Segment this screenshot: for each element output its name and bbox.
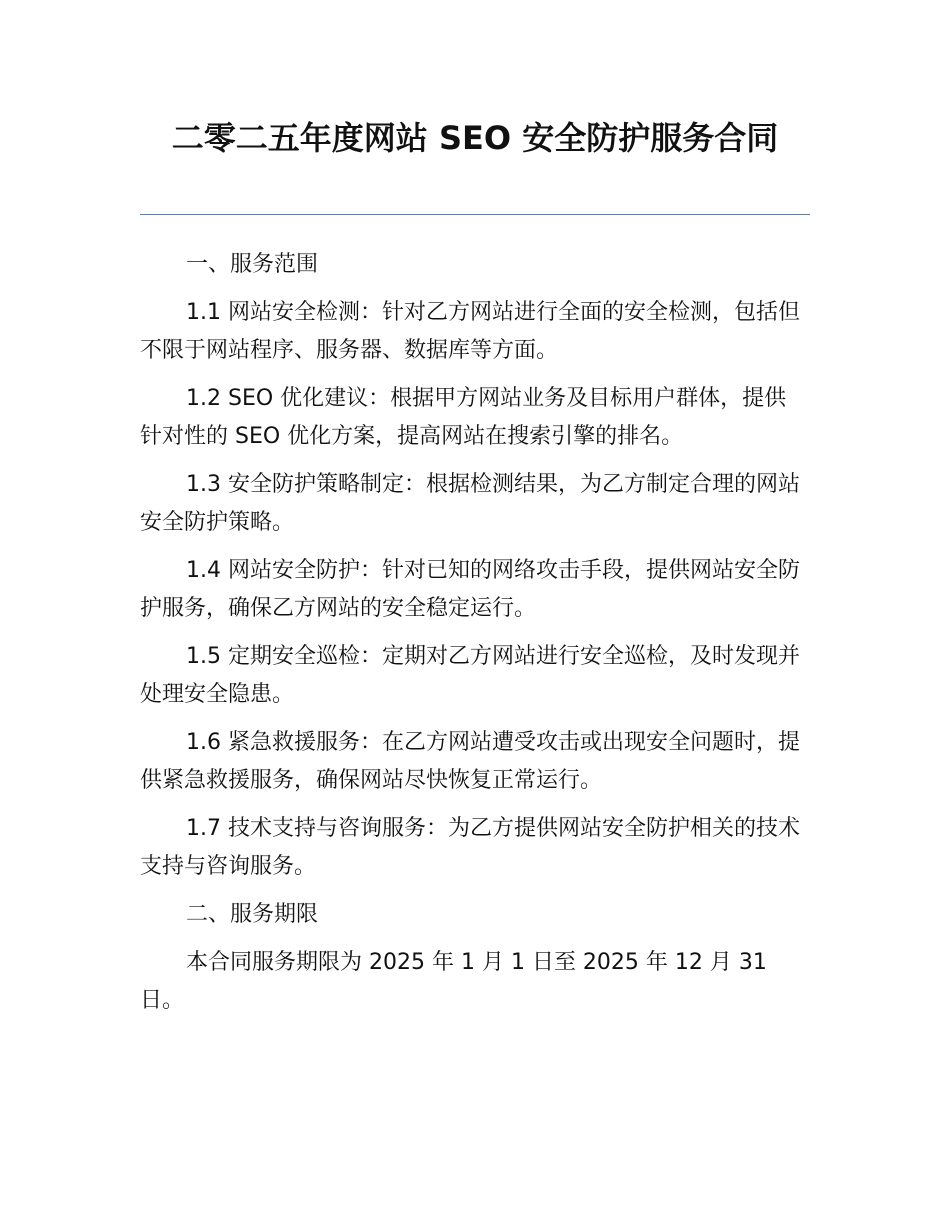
service-term-paragraph: 本合同服务期限为 2025 年 1 月 1 日至 2025 年 12 月 31 日。 (140, 950, 767, 1013)
title-divider (140, 214, 810, 215)
document-title: 二零二五年度网站 SEO 安全防护服务合同 (171, 119, 779, 157)
clause-1-1: 1.1 网站安全检测：针对乙方网站进行全面的安全检测，包括但不限于网站程序、服务器、数据库等方面。 (140, 300, 800, 363)
clause-1-7: 1.7 技术支持与咨询服务：为乙方提供网站安全防护相关的技术支持与咨询服务。 (140, 816, 800, 879)
clause-1-5: 1.5 定期安全巡检：定期对乙方网站进行安全巡检，及时发现并处理安全隐患。 (140, 644, 800, 707)
clause-1-6: 1.6 紧急救援服务：在乙方网站遭受攻击或出现安全问题时，提供紧急救援服务，确保网站尽快恢复正常运行。 (140, 730, 800, 793)
clause-1-3: 1.3 安全防护策略制定：根据检测结果，为乙方制定合理的网站安全防护策略。 (140, 472, 800, 535)
clause-1-2: 1.2 SEO 优化建议：根据甲方网站业务及目标用户群体，提供针对性的 SEO 优化方案，提高网站在搜索引擎的排名。 (140, 386, 787, 449)
clause-1-4: 1.4 网站安全防护：针对已知的网络攻击手段，提供网站安全防护服务，确保乙方网站的安全稳定运行。 (140, 558, 800, 621)
title-block (140, 115, 810, 161)
document-body (140, 246, 802, 1030)
section-heading-service-term: 二、服务期限 (186, 902, 319, 927)
section-heading-service-scope: 一、服务范围 (186, 252, 319, 277)
